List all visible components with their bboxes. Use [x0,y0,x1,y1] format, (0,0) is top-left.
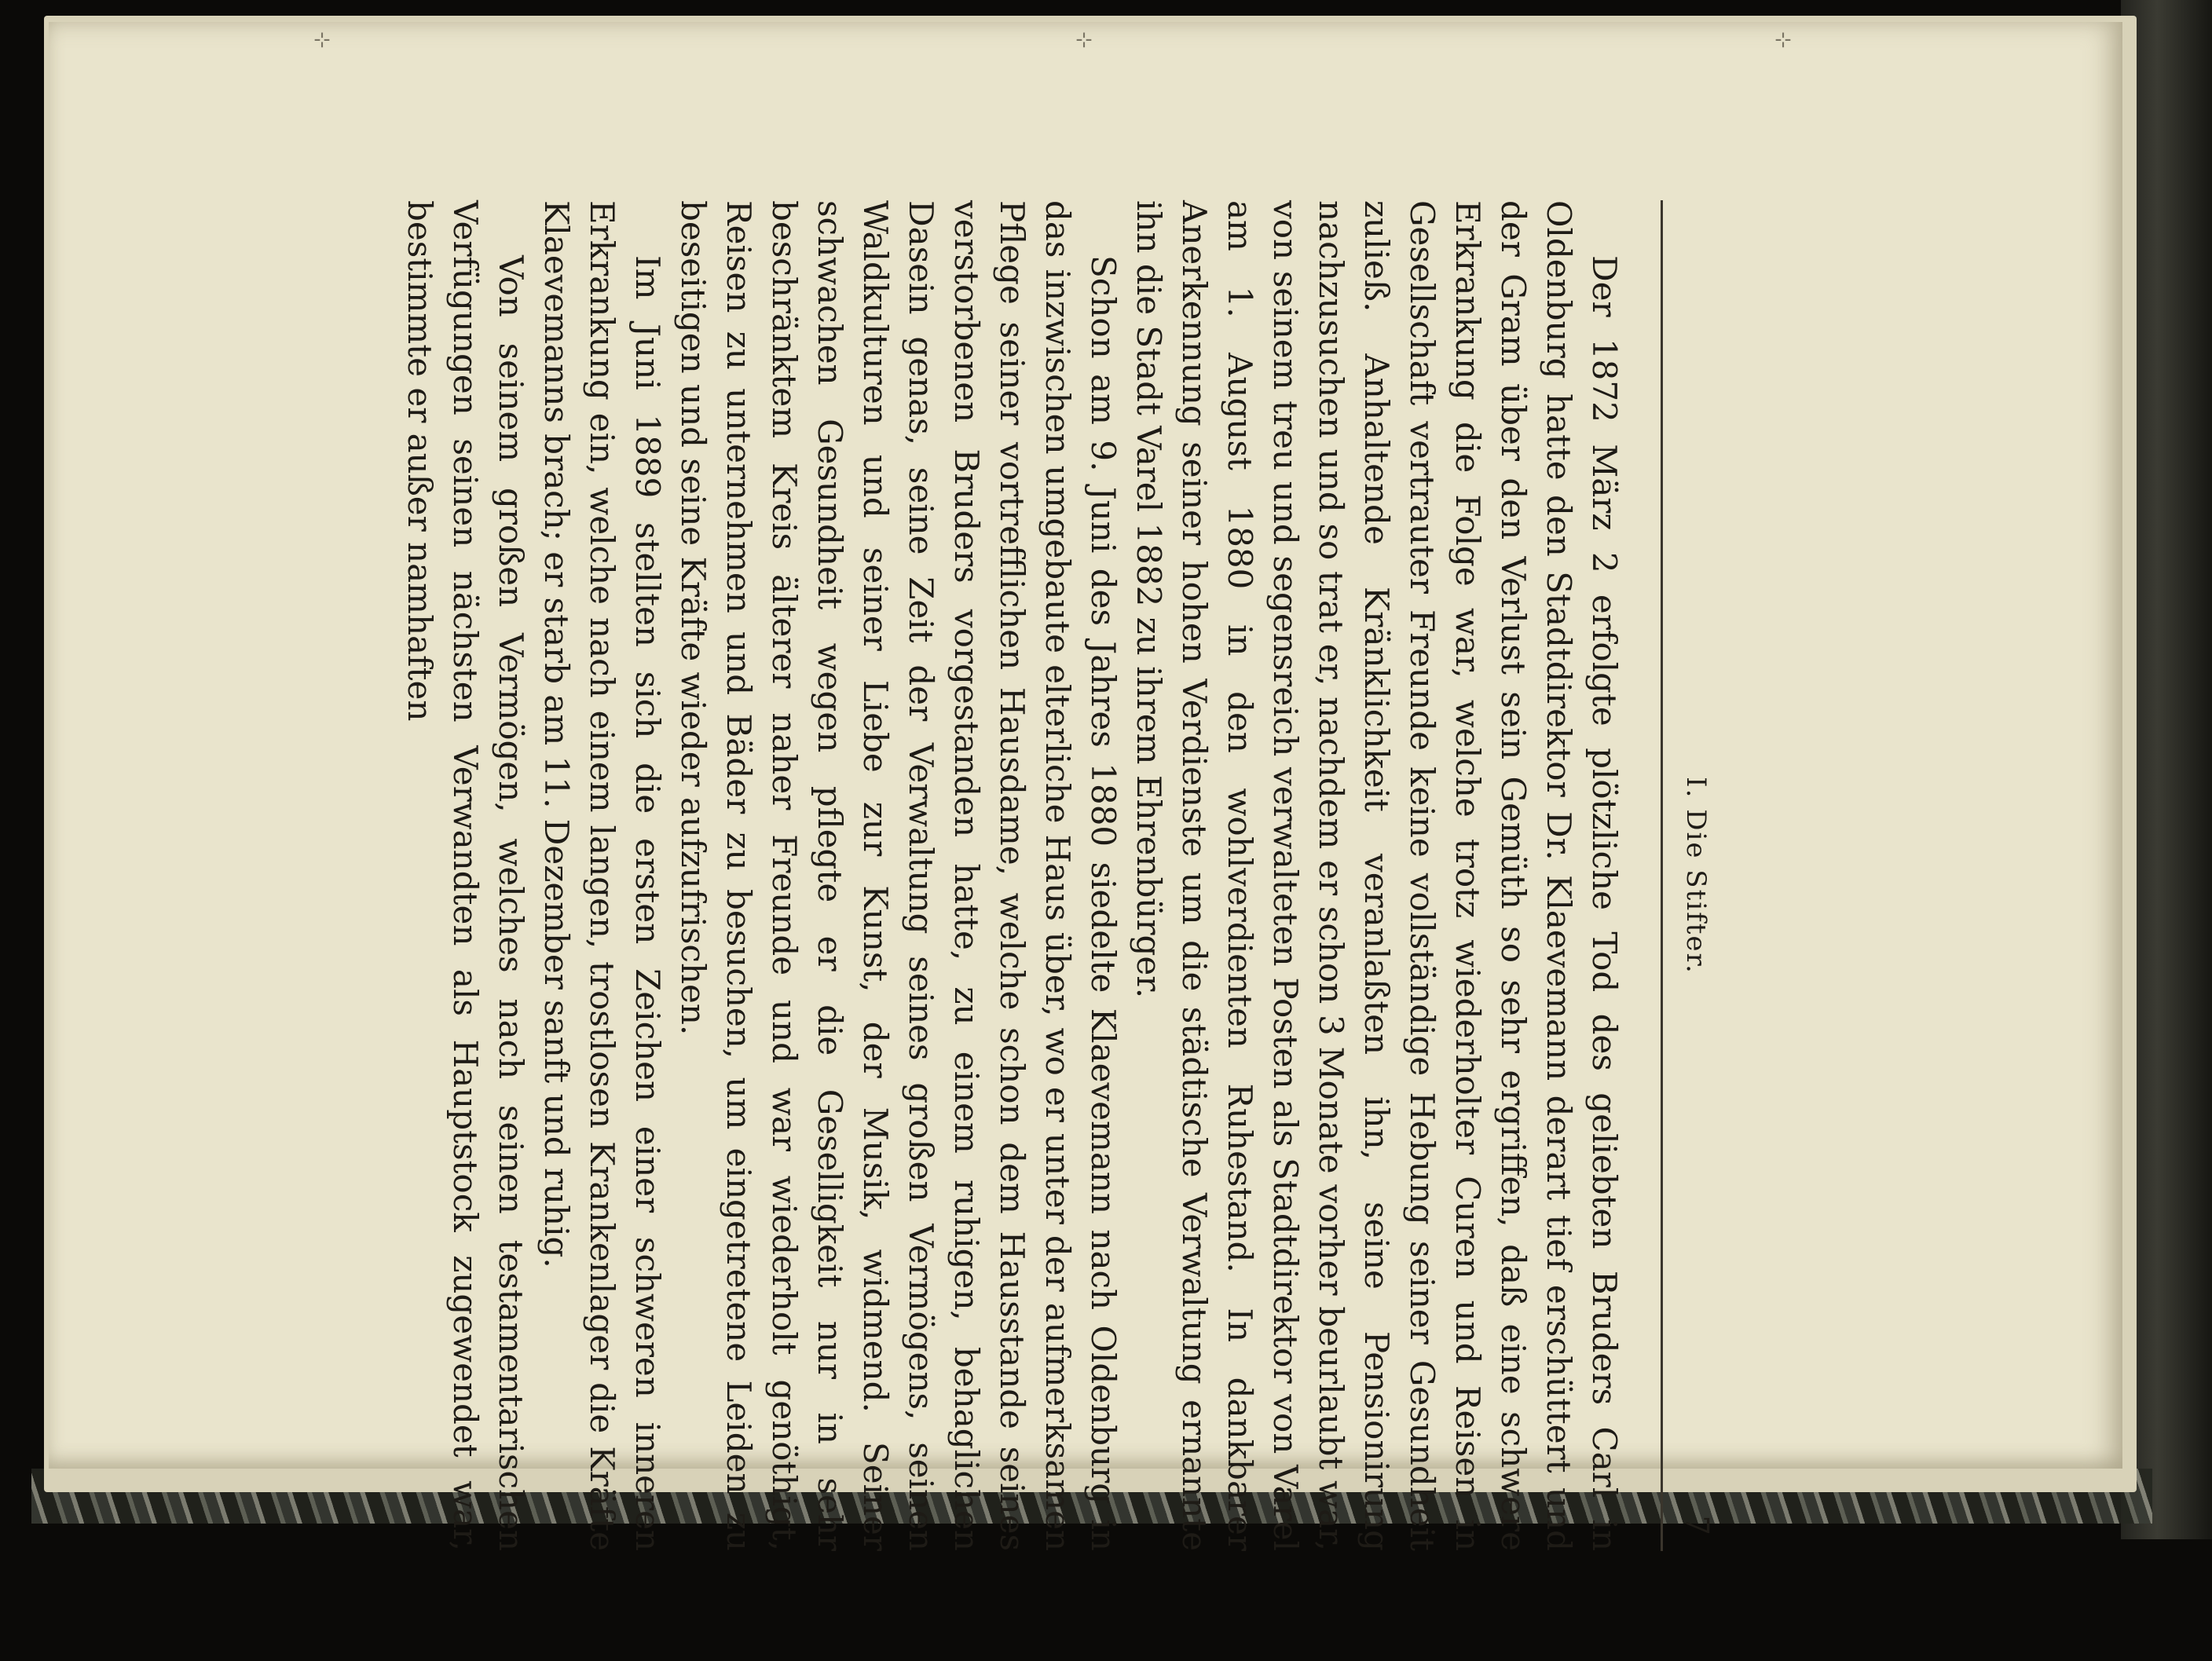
stitch-mark: ⊹ [313,28,331,52]
page-header [1661,200,1718,1551]
paragraph: Im Juni 1889 stellten sich die ersten Zeichen einer schweren inneren Erkrankung ein, welche nach einem langen, trostlosen Krankenlager die Kräfte Klaevemanns brach; er starb am 11. Dezember sanft und ruhig. [537,200,667,1551]
page-number: 7 [1679,1515,1715,1535]
stitch-mark: ⊹ [1075,28,1093,52]
paragraph: Der 1872 März 2 erfolgte plötzliche Tod des geliebten Bruders Carl in Oldenburg hatte den Stadtdirektor Dr. Klaevemann derart tief erschüttert und der Gram über den Verlust sein Gemüth so sehr ergriffen, daß eine schwere Erkrankung die Folge war, welche trotz wiederholter Curen und Reisen in Gesellschaft vertrauter Freunde keine vollständige Hebung seiner Gesundheit zuließ. Anhaltende Kränklichkeit veranlaßten ihn, seine Pensionirung nachzusuchen und so trat er, nachdem er schon 3 Monate vorher beurlaubt war, von seinem treu und segensreich verwalteten Posten als Stadtdirektor von Varel am 1. August 1880 in den wohlverdienten Ruhestand. In dankbarer Anerkennung seiner hohen Verdienste um die städtische Verwaltung ernannte ihn die Stadt Varel 1882 zu ihrem Ehrenbürger. [1130,200,1624,1551]
paragraph: Schon am 9. Juni des Jahres 1880 siedelte Klaevemann nach Oldenburg in das inzwischen umgebaute elterliche Haus über, wo er unter der aufmerksamen Pflege seiner vortrefflichen Hausdame, welche schon dem Hausstande seines verstorbenen Bruders vorgestanden hatte, zu einem ruhigen, behaglichen Dasein genas, seine Zeit der Verwaltung seines großen Vermögens, seinen Waldkulturen und seiner Liebe zur Kunst, der Musik, widmend. Seiner schwachen Gesundheit wegen pflegte er die Geselligkeit nur in sehr beschränktem Kreis älterer naher Freunde und war wiederholt genöthigt, Reisen zu unternehmen und Bäder zu besuchen, um eingetretene Leiden zu beseitigen und seine Kräfte wieder aufzufrischen. [674,200,1122,1551]
body-text [397,200,1627,1551]
page-text-block [100,200,1718,1551]
paragraph: Von seinem großen Vermögen, welches nach seinen testamentarischen Verfügungen seinen nächsten Verwandten als Hauptstock zugewendet war, bestimmte er außer namhaften [401,200,530,1551]
stitch-mark: ⊹ [1774,28,1792,52]
running-title: I. Die Stifter. [1680,777,1712,975]
